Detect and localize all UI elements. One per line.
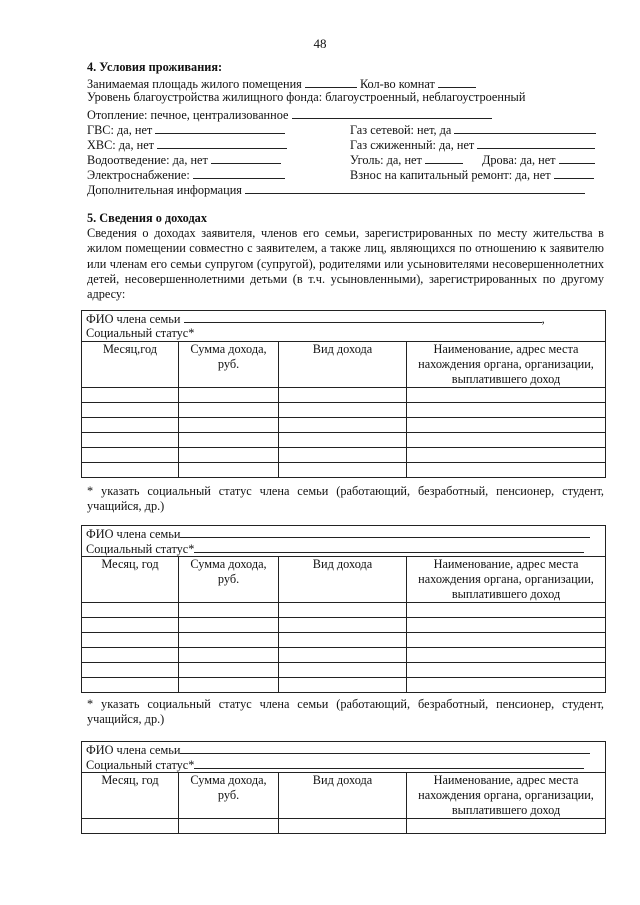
additional-field[interactable]: [245, 181, 585, 194]
repair-fee-field[interactable]: [554, 166, 594, 179]
table-cell[interactable]: [407, 819, 606, 834]
table-cell[interactable]: [279, 603, 407, 618]
table-cell[interactable]: [82, 388, 179, 403]
status-label: Социальный статус*: [86, 542, 195, 556]
table-cell[interactable]: [179, 648, 279, 663]
fio-suffix: ,: [541, 312, 545, 326]
table-cell[interactable]: [407, 463, 606, 478]
coal-field[interactable]: [425, 151, 463, 164]
additional-line: [87, 181, 585, 198]
table-cell[interactable]: [407, 403, 606, 418]
table-cell[interactable]: [279, 678, 407, 693]
fio-cell: [82, 311, 606, 342]
table-cell[interactable]: [82, 418, 179, 433]
table-cell[interactable]: [82, 663, 179, 678]
col-header-amount: Сумма дохода, руб.: [179, 342, 279, 388]
table-cell[interactable]: [279, 618, 407, 633]
area-label: Занимаемая площадь жилого помещения: [87, 77, 302, 91]
network-gas-field[interactable]: [454, 121, 596, 134]
coal-label: Уголь: да, нет: [350, 153, 422, 167]
additional-label: Дополнительная информация: [87, 183, 242, 197]
table-cell[interactable]: [82, 403, 179, 418]
table-cell[interactable]: [279, 418, 407, 433]
liquefied-gas-label: Газ сжиженный: да, нет: [350, 138, 475, 152]
table-cell[interactable]: [279, 403, 407, 418]
hot-water-field[interactable]: [155, 121, 285, 134]
table-cell[interactable]: [407, 633, 606, 648]
footnote-1: * указать социальный статус члена семьи (работающий, безработный, пенсионер, студент, учащийся, др.): [87, 484, 604, 513]
table-cell[interactable]: [82, 448, 179, 463]
liquefied-gas-field[interactable]: [477, 136, 595, 149]
table-cell[interactable]: [179, 448, 279, 463]
status-field[interactable]: [194, 757, 584, 769]
page-number: 48: [313, 36, 327, 51]
section-5-paragraph: Сведения о доходах заявителя, членов его семьи, зарегистрированных по месту жительства в жилом помещении совместно с заявителем, а также лиц, являющихся по отношению к заявителю или членам его семьи супругом (супругой), родителями или усыновителями несовершеннолетних детей, несовершеннолетними детьми (в т.ч. усыновленными), зарегистрированных по другому адресу:: [87, 226, 604, 302]
hot-water-label: ГВС: да, нет: [87, 123, 153, 137]
table-cell[interactable]: [279, 433, 407, 448]
table-cell[interactable]: [279, 448, 407, 463]
col-header-type: Вид дохода: [279, 342, 407, 388]
table-cell[interactable]: [179, 678, 279, 693]
sewerage-label: Водоотведение: да, нет: [87, 153, 208, 167]
col-header-organization: Наименование, адрес места нахождения органа, организации, выплатившего доход: [407, 557, 606, 603]
table-cell[interactable]: [82, 463, 179, 478]
status-label: Социальный статус*: [86, 326, 195, 340]
table-cell[interactable]: [179, 603, 279, 618]
table-cell[interactable]: [179, 819, 279, 834]
col-header-month: Месяц,год: [82, 342, 179, 388]
electricity-label: Электроснабжение:: [87, 168, 190, 182]
table-cell[interactable]: [407, 433, 606, 448]
fio-label: ФИО члена семьи: [86, 743, 181, 757]
col-header-organization: Наименование, адрес места нахождения органа, организации, выплатившего доход: [407, 342, 606, 388]
table-cell[interactable]: [82, 603, 179, 618]
table-cell[interactable]: [279, 388, 407, 403]
table-cell[interactable]: [407, 418, 606, 433]
col-header-type: Вид дохода: [279, 773, 407, 819]
table-cell[interactable]: [407, 603, 606, 618]
fio-cell: [82, 742, 606, 773]
table-cell[interactable]: [407, 678, 606, 693]
income-table-2: [81, 525, 606, 693]
table-cell[interactable]: [82, 433, 179, 448]
col-header-amount: Сумма дохода, руб.: [179, 557, 279, 603]
table-cell[interactable]: [279, 633, 407, 648]
section-5-title: 5. Сведения о доходах: [87, 211, 207, 225]
fio-field[interactable]: [180, 526, 590, 538]
col-header-amount: Сумма дохода, руб.: [179, 773, 279, 819]
table-cell[interactable]: [279, 819, 407, 834]
table-cell[interactable]: [407, 648, 606, 663]
table-cell[interactable]: [82, 618, 179, 633]
col-header-type: Вид дохода: [279, 557, 407, 603]
status-label: Социальный статус*: [86, 758, 195, 772]
table-cell[interactable]: [179, 418, 279, 433]
table-cell[interactable]: [82, 819, 179, 834]
table-cell[interactable]: [179, 663, 279, 678]
section-4-title: 4. Условия проживания:: [87, 60, 223, 74]
electricity-field[interactable]: [193, 166, 285, 179]
comfort-line: Уровень благоустройства жилищного фонда: благоустроенный, неблагоустроенный: [87, 90, 526, 104]
heating-field[interactable]: [292, 106, 492, 119]
table-cell[interactable]: [407, 448, 606, 463]
table-cell[interactable]: [179, 618, 279, 633]
income-table-3: [81, 741, 606, 834]
table-cell[interactable]: [279, 648, 407, 663]
income-table-1: [81, 310, 606, 478]
footnote-2: * указать социальный статус члена семьи (работающий, безработный, пенсионер, студент, учащийся, др.): [87, 697, 604, 726]
fio-label: ФИО члена семьи: [86, 312, 181, 326]
table-cell[interactable]: [407, 663, 606, 678]
fio-label: ФИО члена семьи: [86, 527, 181, 541]
table-cell[interactable]: [407, 388, 606, 403]
network-gas-label: Газ сетевой: нет, да: [350, 123, 452, 137]
table-cell[interactable]: [82, 633, 179, 648]
cold-water-field[interactable]: [157, 136, 287, 149]
firewood-field[interactable]: [559, 151, 595, 164]
table-cell[interactable]: [179, 463, 279, 478]
fio-cell: [82, 526, 606, 557]
rooms-label: Кол-во комнат: [359, 77, 435, 91]
rooms-field[interactable]: [438, 75, 476, 88]
col-header-month: Месяц, год: [82, 557, 179, 603]
col-header-organization: Наименование, адрес места нахождения органа, организации, выплатившего доход: [407, 773, 606, 819]
sewerage-field[interactable]: [211, 151, 281, 164]
table-cell[interactable]: [279, 663, 407, 678]
firewood-label: Дрова: да, нет: [482, 153, 556, 167]
repair-fee-label: Взнос на капитальный ремонт: да, нет: [350, 168, 551, 182]
col-header-month: Месяц, год: [82, 773, 179, 819]
status-field[interactable]: [194, 541, 584, 553]
table-cell[interactable]: [82, 678, 179, 693]
area-field[interactable]: [305, 75, 357, 88]
fio-field[interactable]: [184, 311, 542, 323]
table-cell[interactable]: [179, 388, 279, 403]
cold-water-label: ХВС: да, нет: [87, 138, 155, 152]
table-cell[interactable]: [179, 403, 279, 418]
table-cell[interactable]: [179, 633, 279, 648]
table-cell[interactable]: [279, 463, 407, 478]
table-cell[interactable]: [407, 618, 606, 633]
fio-field[interactable]: [180, 742, 590, 754]
table-cell[interactable]: [179, 433, 279, 448]
table-cell[interactable]: [82, 648, 179, 663]
heating-label: Отопление: печное, централизованное: [87, 108, 289, 122]
